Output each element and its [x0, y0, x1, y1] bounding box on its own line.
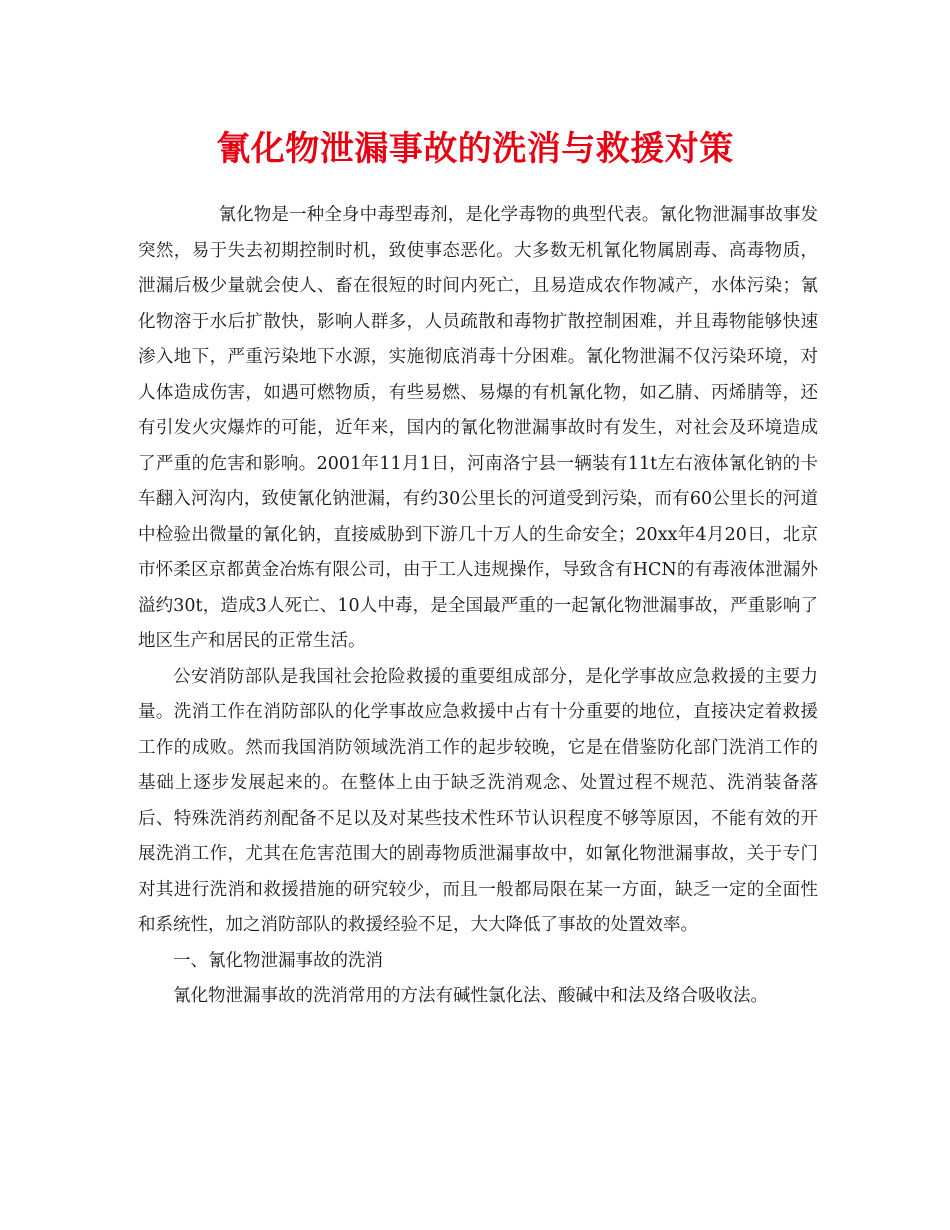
document-title: 氰化物泄漏事故的洗消与救援对策: [216, 129, 734, 169]
document-body: [138, 198, 818, 1015]
section-heading-decontamination: 一、氰化物泄漏事故的洗消: [173, 950, 383, 971]
paragraph-methods: 氰化物泄漏事故的洗消常用的方法有碱性氯化法、酸碱中和法及络合吸收法。: [173, 986, 768, 1006]
paragraph-fire-brigade: 公安消防部队是我国社会抢险救援的重要组成部分，是化学事故应急救援的主要力量。洗消工作在消防部队的化学事故应急救援中占有十分重要的地位，直接决定着救援工作的成败。然而我国消防领域洗消工作的起步较晚，它是在借鉴防化部门洗消工作的基础上逐步发展起来的。在整体上由于缺乏洗消观念、处置过程不规范、洗消装备落后、特殊洗消药剂配备不足以及对某些技术性环节认识程度不够等原因，不能有效的开展洗消工作，尤其在危害范围大的剧毒物质泄漏事故中，如氰化物泄漏事故，关于专门对其进行洗消和救援措施的研究较少，而且一般都局限在某一方面，缺乏一定的全面性和系统性，加之消防部队的救援经验不足，大大降低了事故的处置效率。: [138, 666, 818, 935]
paragraph-intro: 氰化物是一种全身中毒型毒剂，是化学毒物的典型代表。氰化物泄漏事故事发突然，易于失去初期控制时机，致使事态恶化。大多数无机氰化物属剧毒、高毒物质，泄漏后极少量就会使人、畜在很短的时间内死亡，且易造成农作物减产，水体污染；氰化物溶于水后扩散快，影响人群多，人员疏散和毒物扩散控制困难，并且毒物能够快速渗入地下，严重污染地下水源，实施彻底消毒十分困难。氰化物泄漏不仅污染环境，对人体造成伤害，如遇可燃物质，有些易燃、易爆的有机氰化物，如乙腈、丙烯腈等，还有引发火灾爆炸的可能，近年来，国内的氰化物泄漏事故时有发生，对社会及环境造成了严重的危害和影响。2001年11月1日，河南洛宁县一辆装有11t左右液体氰化钠的卡车翻入河沟内，致使氰化钠泄漏，有约30公里长的河道受到污染，而有60公里长的河道中检验出微量的氰化钠，直接威胁到下游几十万人的生命安全；20xx年4月20日，北京市怀柔区京都黄金冶炼有限公司，由于工人违规操作，导致含有HCN的有毒液体泄漏外溢约30t，造成3人死亡、10人中毒，是全国最严重的一起氰化物泄漏事故，严重影响了地区生产和居民的正常生活。: [138, 205, 818, 651]
